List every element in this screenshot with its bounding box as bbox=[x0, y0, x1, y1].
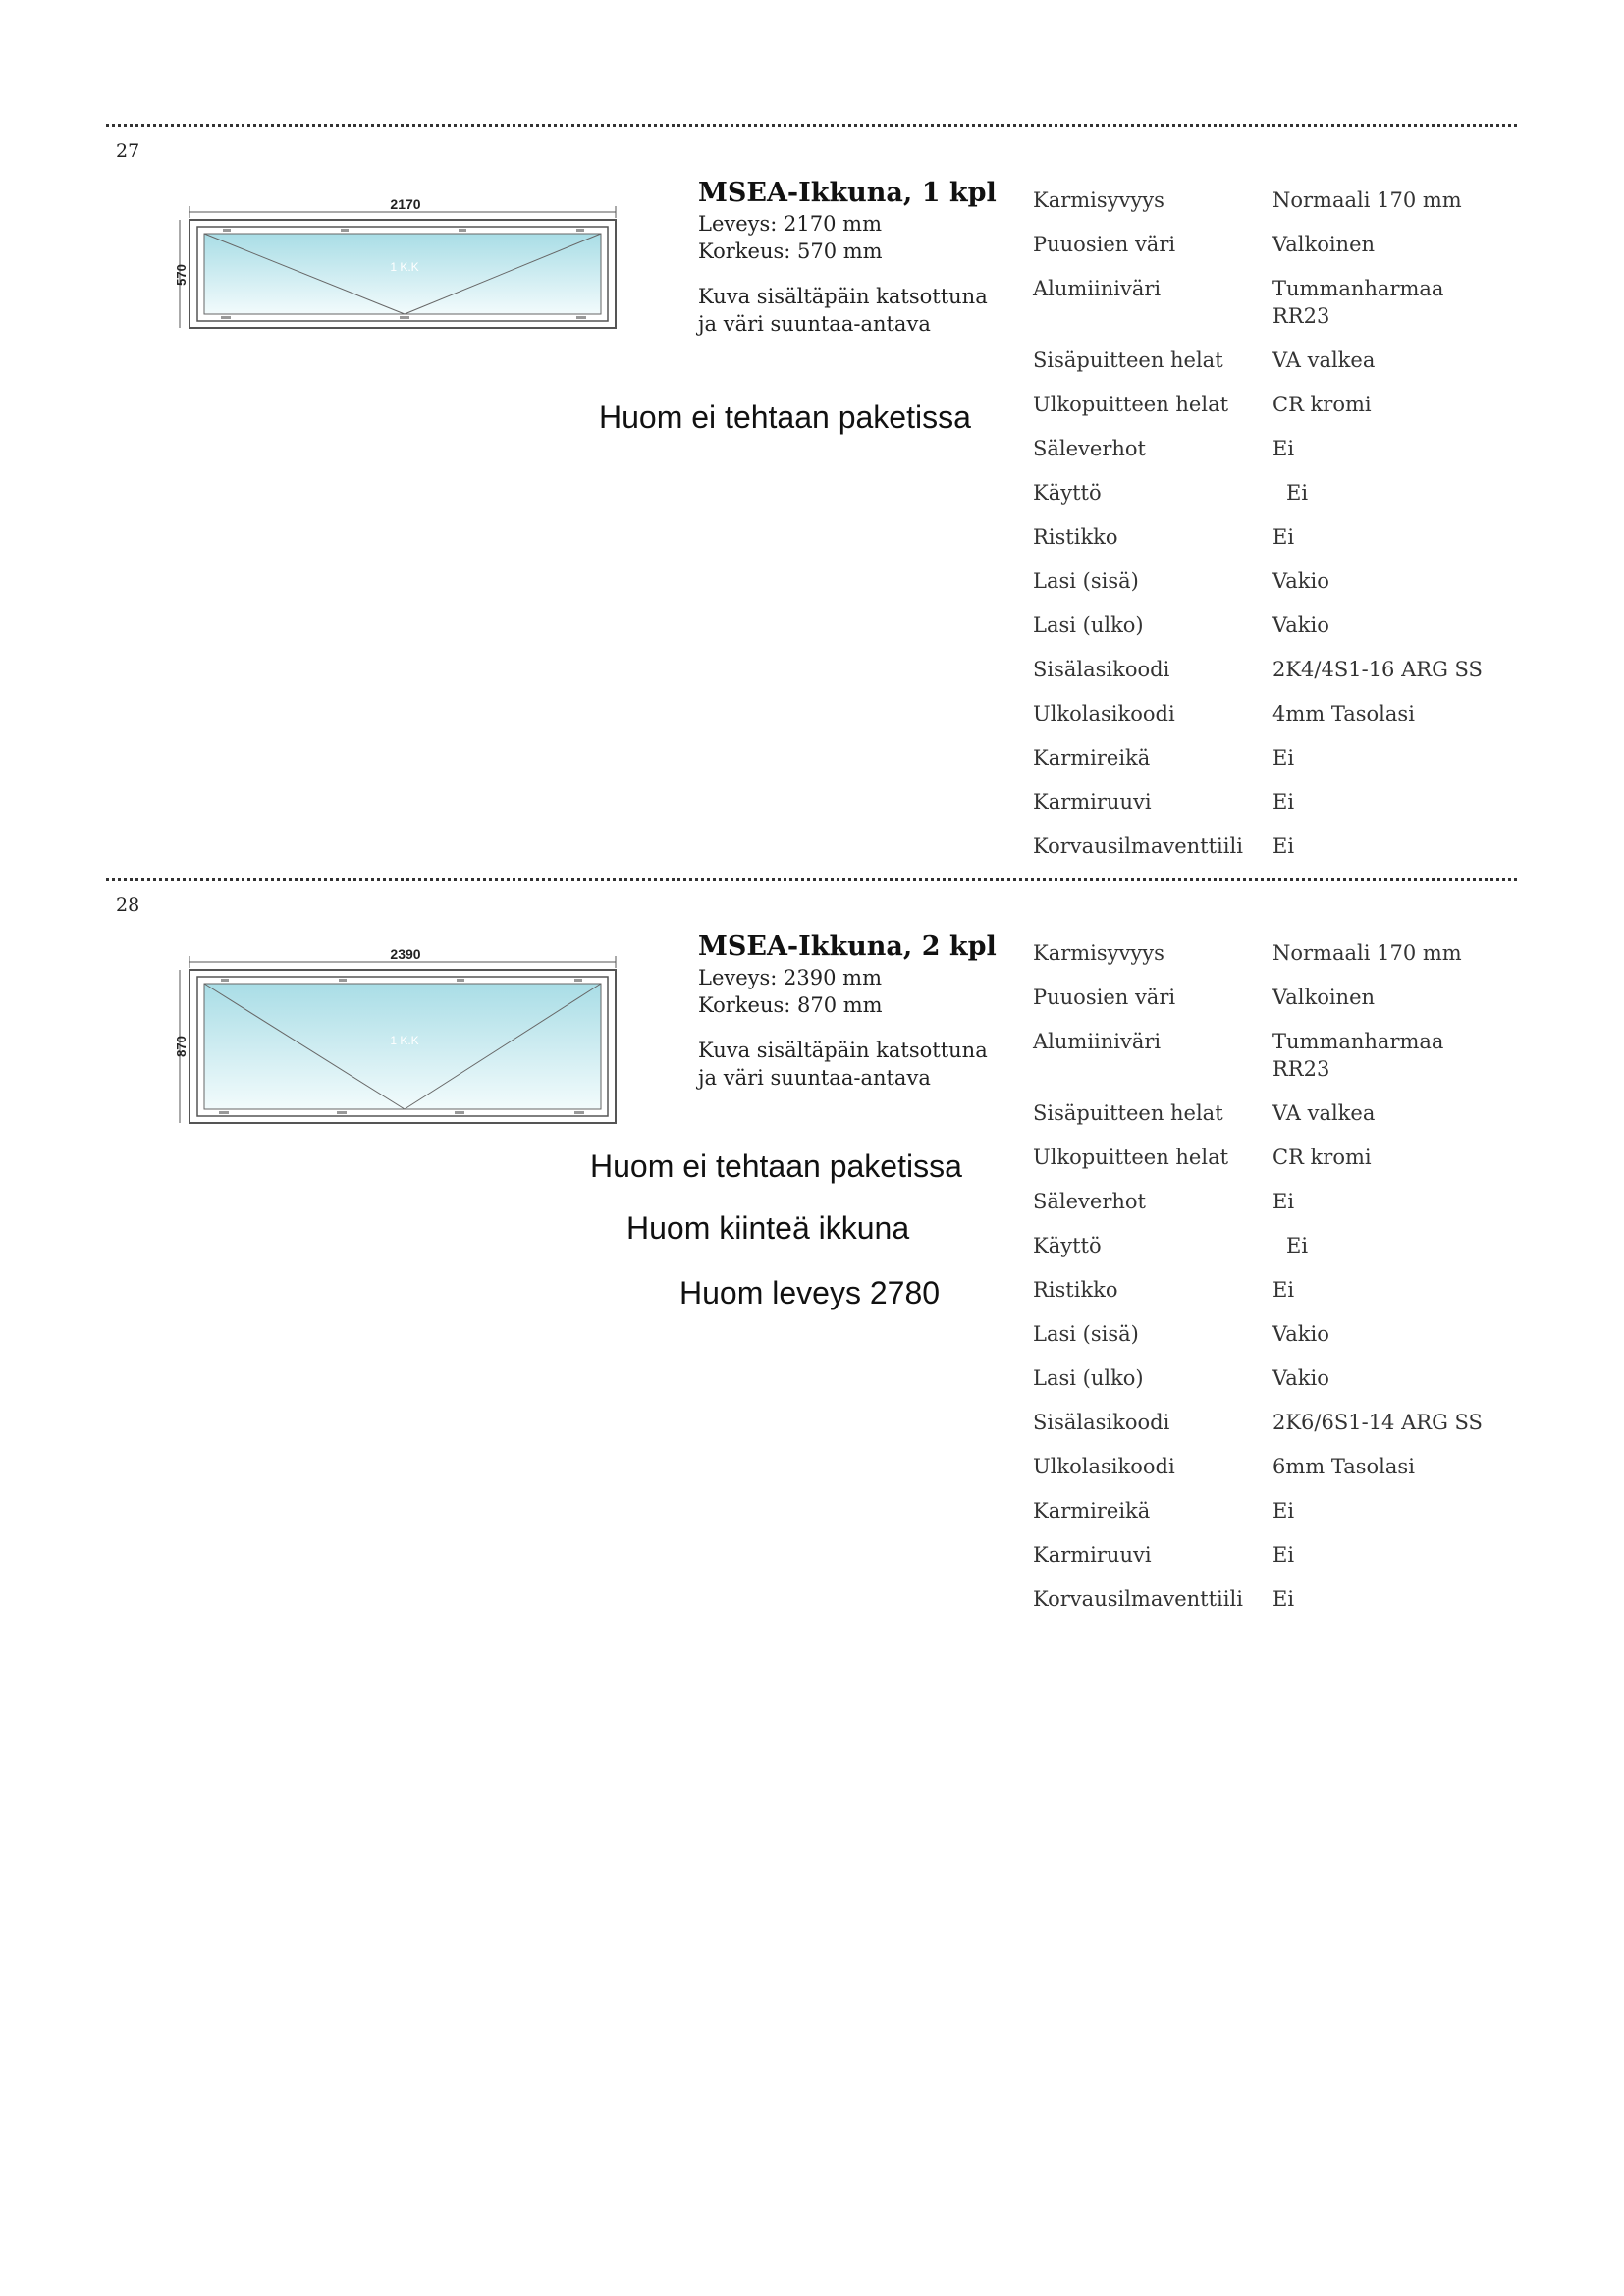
spec-value: Ei bbox=[1272, 834, 1295, 858]
spec-value: Vakio bbox=[1272, 1366, 1329, 1390]
item-title: MSEA-Ikkuna, 1 kpl bbox=[698, 178, 997, 208]
width-dimension-label: 2390 bbox=[390, 946, 421, 962]
spec-label: Säleverhot bbox=[1033, 1190, 1146, 1213]
spec-value: VA valkea bbox=[1272, 1101, 1376, 1125]
spec-label: Korvausilmaventtiili bbox=[1033, 834, 1243, 858]
window-drawing bbox=[172, 946, 623, 1127]
spec-label: Sisäpuitteen helat bbox=[1033, 348, 1223, 372]
item-number: 27 bbox=[116, 140, 140, 162]
spec-value: Normaali 170 mm bbox=[1272, 188, 1462, 212]
note-not-in-package: Huom ei tehtaan paketissa bbox=[599, 400, 971, 435]
width-dimension-label: 2170 bbox=[390, 196, 421, 212]
spec-label: Lasi (sisä) bbox=[1033, 1322, 1139, 1346]
spec-label: Lasi (ulko) bbox=[1033, 614, 1144, 637]
center-label: 1 K.K bbox=[390, 260, 419, 274]
spec-value: Ei bbox=[1272, 1278, 1295, 1302]
spec-value: Tummanharmaa RR23 bbox=[1272, 277, 1444, 328]
item-number: 28 bbox=[116, 894, 140, 916]
spec-label: Ulkolasikoodi bbox=[1033, 702, 1175, 725]
spec-label: Karmireikä bbox=[1033, 746, 1151, 770]
spec-label: Karmisyvyys bbox=[1033, 941, 1164, 965]
note-fixed-window: Huom kiinteä ikkuna bbox=[626, 1210, 910, 1246]
spec-value: 2K6/6S1-14 ARG SS bbox=[1272, 1411, 1483, 1434]
spec-value: Vakio bbox=[1272, 614, 1329, 637]
spec-label: Säleverhot bbox=[1033, 437, 1146, 460]
spec-value: 2K4/4S1-16 ARG SS bbox=[1272, 658, 1483, 681]
spec-label: Alumiiniväri bbox=[1033, 277, 1162, 300]
spec-value: VA valkea bbox=[1272, 348, 1376, 372]
spec-label: Sisälasikoodi bbox=[1033, 658, 1170, 681]
spec-value: Ei bbox=[1272, 437, 1295, 460]
spec-value: 4mm Tasolasi bbox=[1272, 702, 1415, 725]
spec-label: Ristikko bbox=[1033, 1278, 1118, 1302]
item-info bbox=[698, 931, 997, 1092]
spec-value: Ei bbox=[1272, 1499, 1295, 1522]
glass-pane bbox=[204, 234, 601, 314]
item-height: Korkeus: 870 mm bbox=[698, 993, 883, 1017]
spec-label: Karmiruuvi bbox=[1033, 790, 1152, 814]
item-caption-line1: Kuva sisältäpäin katsottuna bbox=[698, 285, 988, 308]
spec-value: Ei bbox=[1272, 1587, 1295, 1611]
spec-label: Karmiruuvi bbox=[1033, 1543, 1152, 1567]
spec-value: Vakio bbox=[1272, 1322, 1329, 1346]
item-height: Korkeus: 570 mm bbox=[698, 240, 883, 263]
center-label: 1 K.K bbox=[390, 1034, 419, 1047]
spec-value: 6mm Tasolasi bbox=[1272, 1455, 1415, 1478]
spec-label: Karmireikä bbox=[1033, 1499, 1151, 1522]
note-width: Huom leveys 2780 bbox=[679, 1275, 941, 1310]
window-drawing bbox=[172, 194, 623, 334]
spec-label: Puuosien väri bbox=[1033, 986, 1176, 1009]
spec-label: Lasi (ulko) bbox=[1033, 1366, 1144, 1390]
spec-value: Tummanharmaa RR23 bbox=[1272, 1030, 1444, 1081]
height-dimension-label: 870 bbox=[174, 1036, 189, 1057]
spec-value: Ei bbox=[1272, 1543, 1295, 1567]
spec-value: Ei bbox=[1272, 790, 1295, 814]
spec-value: Vakio bbox=[1272, 569, 1329, 593]
spec-label: Puuosien väri bbox=[1033, 233, 1176, 256]
spec-value: CR kromi bbox=[1272, 393, 1372, 416]
spec-label: Ulkopuitteen helat bbox=[1033, 1146, 1229, 1169]
item-caption-line2: ja väri suuntaa-antava bbox=[698, 312, 931, 336]
item-width: Leveys: 2390 mm bbox=[698, 966, 883, 989]
section-separator-top bbox=[106, 124, 1517, 127]
item-title: MSEA-Ikkuna, 2 kpl bbox=[698, 932, 997, 962]
note-not-in-package: Huom ei tehtaan paketissa bbox=[590, 1148, 962, 1184]
spec-value: Ei bbox=[1272, 1190, 1295, 1213]
spec-label: Käyttö bbox=[1033, 1234, 1102, 1257]
spec-value: CR kromi bbox=[1272, 1146, 1372, 1169]
spec-value: Ei bbox=[1272, 746, 1295, 770]
height-dimension-label: 570 bbox=[174, 264, 189, 286]
item-caption-line2: ja väri suuntaa-antava bbox=[698, 1066, 931, 1090]
spec-label: Ristikko bbox=[1033, 525, 1118, 549]
spec-value: Ei bbox=[1286, 481, 1309, 505]
spec-label: Korvausilmaventtiili bbox=[1033, 1587, 1243, 1611]
spec-value: Normaali 170 mm bbox=[1272, 941, 1462, 965]
spec-value: Valkoinen bbox=[1272, 986, 1376, 1009]
item-info bbox=[698, 177, 997, 338]
spec-label: Alumiiniväri bbox=[1033, 1030, 1162, 1053]
item-caption-line1: Kuva sisältäpäin katsottuna bbox=[698, 1039, 988, 1062]
spec-label: Ulkolasikoodi bbox=[1033, 1455, 1175, 1478]
section-separator-middle bbox=[106, 878, 1517, 881]
spec-value: Ei bbox=[1286, 1234, 1309, 1257]
spec-value: Valkoinen bbox=[1272, 233, 1376, 256]
spec-label: Käyttö bbox=[1033, 481, 1102, 505]
spec-label: Lasi (sisä) bbox=[1033, 569, 1139, 593]
spec-label: Sisäpuitteen helat bbox=[1033, 1101, 1223, 1125]
spec-label: Ulkopuitteen helat bbox=[1033, 393, 1229, 416]
spec-label: Sisälasikoodi bbox=[1033, 1411, 1170, 1434]
spec-label: Karmisyvyys bbox=[1033, 188, 1164, 212]
item-width: Leveys: 2170 mm bbox=[698, 212, 883, 236]
spec-value: Ei bbox=[1272, 525, 1295, 549]
